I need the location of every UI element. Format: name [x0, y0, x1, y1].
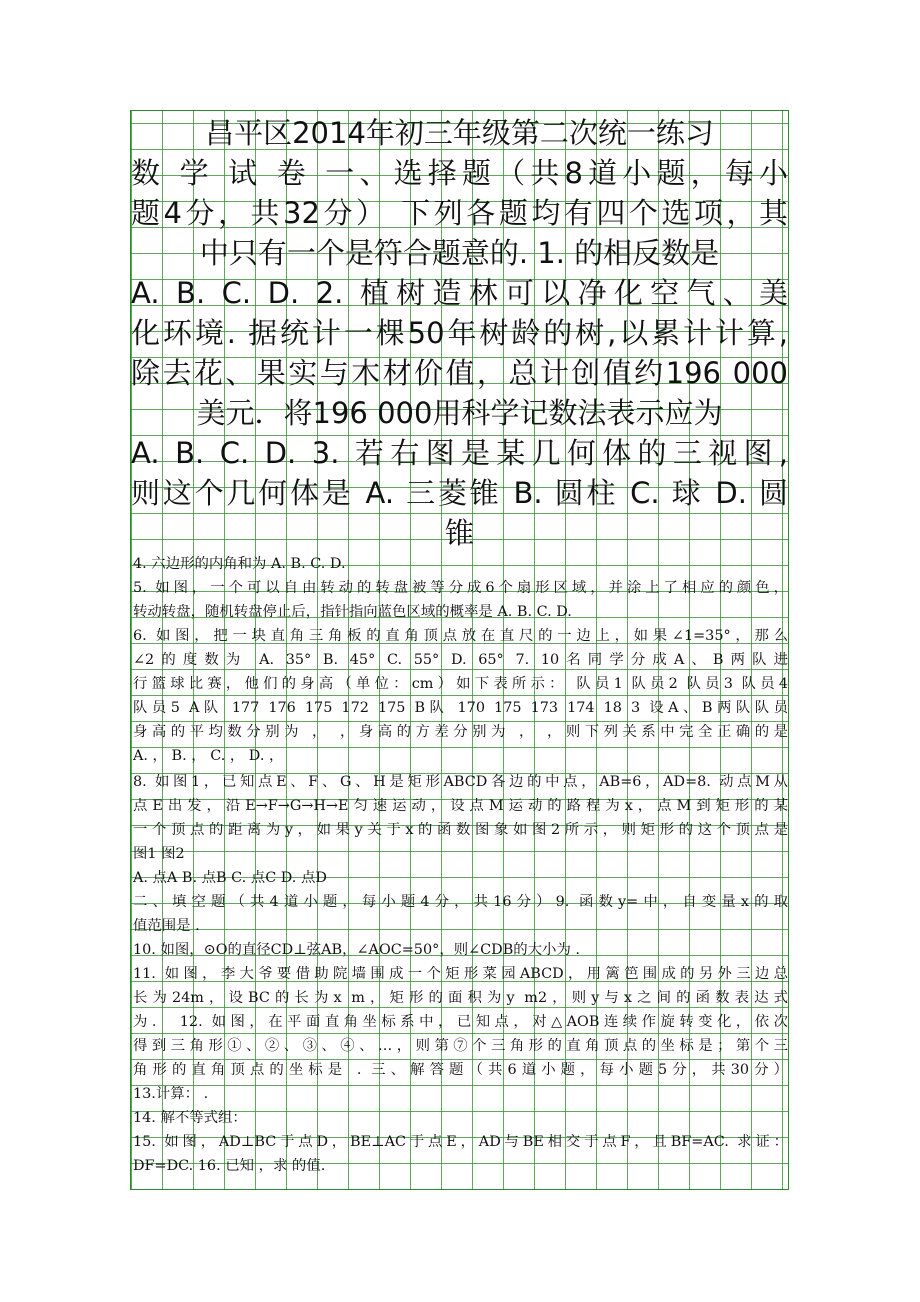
header-line: 美元．将196 000用科学记数法表示应为: [196, 396, 723, 430]
question-line: A. ， B. ， C. ， D. ，: [133, 748, 284, 764]
header-line: 中只有一个是符合题意的. 1. 的相反数是: [199, 236, 720, 270]
question-line: 5. 如图，一个可以自由转动的转盘被等分成6个扇形区域，并涂上了相应的颜色，: [133, 580, 788, 596]
question-line: 得到三角形①、②、③、④、…，则第⑦个三角形的直角顶点的坐标是；第个三: [133, 1038, 788, 1054]
question-line: 身高的平均数分别为 ， ，身高的方差分别为 ， ，则下列关系中完全正确的是: [133, 724, 788, 740]
question-line: 转动转盘，随机转盘停止后，指针指向蓝色区域的概率是 A. B. C. D.: [133, 604, 572, 620]
header-line: A. B. C. D. 2. 植树造林可以净化空气、美: [131, 276, 788, 310]
question-line: 15. 如图，AD⊥BC于点D，BE⊥AC于点E，AD与BE相交于点F，且BF=AC. 求证：: [133, 1134, 788, 1150]
question-line: 13.计算： .: [133, 1086, 209, 1102]
question-line: 11. 如图，李大爷要借助院墙围成一个矩形菜园ABCD，用篱笆围成的另外三边总: [133, 966, 788, 982]
question-line: 行篮球比赛，他们的身高（单位：cm）如下表所示： 队员1 队员2 队员3 队员4: [133, 676, 788, 692]
question-line: 点E出发，沿E→F→G→H→E匀速运动，设点M运动的路程为x，点M到矩形的某: [133, 798, 788, 814]
question-line: A. 点A B. 点B C. 点C D. 点D: [133, 870, 327, 886]
header-line: A. B. C. D. 3. 若右图是某几何体的三视图,: [131, 436, 788, 470]
header-line: 数 学 试 卷 一、选择题（共8道小题，每小: [131, 156, 788, 190]
question-line: 10. 如图，⊙O的直径CD⊥弦AB，∠AOC=50°，则∠CDB的大小为 .: [133, 942, 580, 958]
header-line: 除去花、果实与木材价值，总计创值约196 000: [131, 356, 788, 390]
question-line: DF=DC. 16. 已知 ，求 的值.: [133, 1158, 326, 1174]
question-line: 二、填空题（共4道小题，每小题4分，共16分）9. 函数y=中，自变量x的取: [133, 894, 788, 910]
question-line: 值范围是 .: [133, 918, 200, 934]
question-line: 队员5 A队 177 176 175 172 175 B队 170 175 173 174 18 3 设A、B两队队员: [133, 700, 788, 716]
header-line: 化环境. 据统计一棵50年树龄的树,以累计计算,: [131, 316, 788, 350]
question-line: 长为24m，设BC的长为x m，矩形的面积为y m2，则y与x之间的函数表达式: [133, 990, 788, 1006]
question-line: 角形的直角顶点的坐标是 . 三、解答题（共6道小题，每小题5分，共30分）: [133, 1062, 788, 1078]
header-line: 锥: [444, 516, 474, 550]
question-line: ∠2的度数为 A. 35° B. 45° C. 55° D. 65° 7. 10名同学分成A、B两队进: [133, 652, 788, 668]
question-line: 4. 六边形的内角和为 A. B. C. D.: [133, 556, 346, 572]
exam-sheet: [130, 110, 789, 1190]
question-line: 一个顶点的距离为y，如果y关于x的函数图象如图2所示，则矩形的这个顶点是: [133, 822, 788, 838]
header-line: 题4分，共32分） 下列各题均有四个选项，其: [131, 196, 788, 230]
question-line: 6. 如图，把一块直角三角板的直角顶点放在直尺的一边上，如果∠1=35°，那么: [133, 628, 788, 644]
question-line: 图1 图2: [133, 846, 185, 862]
question-line: 8. 如图1，已知点E、F、G、H是矩形ABCD各边的中点，AB=6，AD=8. 动点M从: [133, 774, 788, 790]
exam-title: 昌平区2014年初三年级第二次统一练习: [205, 116, 714, 150]
question-line: 14. 解不等式组：: [133, 1110, 247, 1126]
header-line: 则这个几何体是 A. 三菱锥 B. 圆柱 C. 球 D. 圆: [131, 476, 788, 510]
question-line: 为． 12. 如图，在平面直角坐标系中，已知点，对△AOB连续作旋转变化，依次: [133, 1014, 788, 1030]
